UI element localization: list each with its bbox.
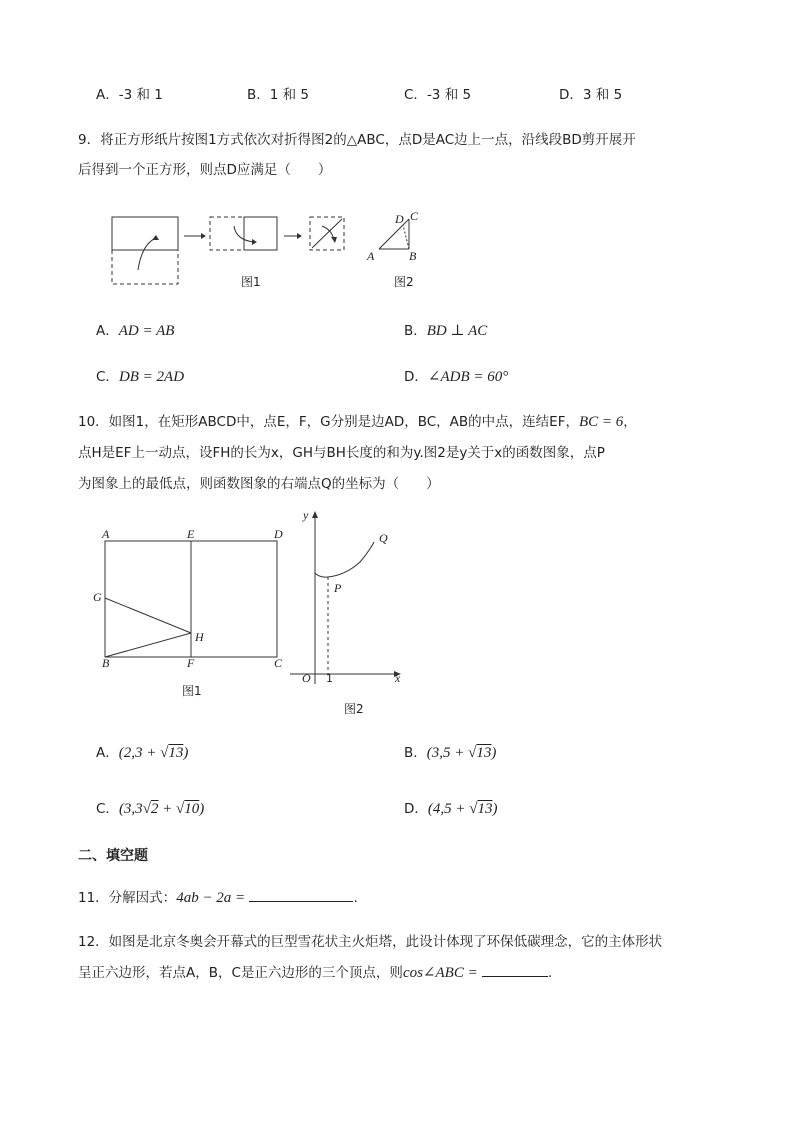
q9-fig2-caption: 图2: [394, 275, 414, 289]
q12-answer-blank[interactable]: [482, 962, 548, 977]
graph-label-p: P: [334, 581, 342, 595]
fig2-label-a: A: [367, 249, 375, 263]
arrow-1: [201, 233, 206, 239]
q10-fig1-rectangle: [103, 539, 283, 664]
q10-fig2-caption: 图2: [344, 702, 364, 716]
rect-label-g: G: [93, 590, 102, 604]
graph-label-o: O: [302, 671, 311, 685]
segment-gh: [105, 598, 191, 633]
fig2-label-c: C: [410, 209, 419, 223]
q8-option-c: C．-3 和 5: [404, 87, 472, 103]
q10-stem-line1: 10．如图1，在矩形ABCD中，点E，F，G分别是边AD，BC，AB的中点，连结EF，BC = 6，: [78, 414, 637, 430]
rect-label-c: C: [274, 656, 283, 670]
segment-bd: [403, 225, 409, 249]
q11: 11．分解因式：4ab − 2a = .: [78, 886, 358, 907]
rect-label-f: F: [187, 656, 195, 670]
fig1-mid-square: [244, 217, 277, 250]
graph-label-one: 1: [326, 672, 333, 685]
q9-stem-line1: 9．将正方形纸片按图1方式依次对折得图2的△ABC，点D是AC边上一点，沿线段BD剪开展开: [78, 132, 636, 148]
q10-stem-line2: 点H是EF上一动点，设FH的长为x，GH与BH长度的和为y.图2是y关于x的函数图象，点P: [78, 445, 605, 461]
q9-option-b: B．BD ⊥ AC: [404, 323, 488, 339]
q10-option-a: A．(2,3 + √13): [96, 745, 189, 761]
q12-line1: 12．如图是北京冬奥会开幕式的巨型雪花状主火炬塔，此设计体现了环保低碳理念，它的主体形状: [78, 934, 663, 950]
section-title: 二、填空题: [78, 848, 148, 864]
fig2-label-b: B: [409, 249, 417, 263]
graph-label-q: Q: [379, 531, 388, 545]
q9-fig1-caption: 图1: [241, 275, 261, 289]
q10-option-b: B．(3,5 + √13): [404, 745, 497, 761]
arrow-2: [297, 233, 302, 239]
fig1-fold-arrow: [138, 238, 156, 270]
fig1-top-rect: [112, 217, 178, 250]
q9-option-c: C．DB = 2AD: [96, 369, 185, 385]
q10-stem-line3: 为图象上的最低点，则函数图象的右端点Q的坐标为（ ）: [78, 476, 440, 492]
graph-label-y: y: [303, 508, 309, 522]
q9-option-d: D．∠ADB = 60°: [404, 369, 509, 385]
sqrt-symbol: √: [176, 801, 185, 817]
fig1-dashed-rect: [112, 250, 178, 284]
sqrt-symbol: √: [142, 801, 151, 817]
q8-option-b: B．1 和 5: [247, 87, 310, 103]
q10-option-c: C．(3,3√2 + √10): [96, 801, 205, 817]
rect-label-e: E: [187, 527, 195, 541]
function-curve: [315, 542, 374, 577]
q12-line2: 呈正六边形，若点A，B，C是正六边形的三个顶点，则cos∠ABC = .: [78, 961, 552, 982]
fig1-mid-dashed: [210, 217, 244, 250]
fig2-label-d: D: [395, 212, 404, 226]
q8-option-a: A．-3 和 1: [96, 87, 163, 103]
q9-stem-line2: 后得到一个正方形，则点D应满足（ ）: [78, 162, 332, 178]
q9-option-a: A．AD = AB: [96, 323, 175, 339]
q8-option-d: D．3 和 5: [559, 87, 623, 103]
q11-answer-blank[interactable]: [249, 887, 353, 902]
side-ac: [379, 219, 409, 249]
graph-label-x: x: [395, 671, 401, 685]
sqrt-symbol: √: [469, 801, 478, 817]
q10-fig1-caption: 图1: [182, 684, 202, 698]
q10-option-d: D．(4,5 + √13): [404, 801, 498, 817]
sqrt-symbol: √: [468, 745, 477, 761]
segment-bh: [105, 633, 191, 657]
sqrt-symbol: √: [160, 745, 169, 761]
rect-label-b: B: [102, 656, 110, 670]
rect-label-a: A: [102, 527, 110, 541]
rect-label-h: H: [195, 630, 204, 644]
rect-label-d: D: [274, 527, 283, 541]
q9-fig1-diagram: [108, 212, 368, 292]
